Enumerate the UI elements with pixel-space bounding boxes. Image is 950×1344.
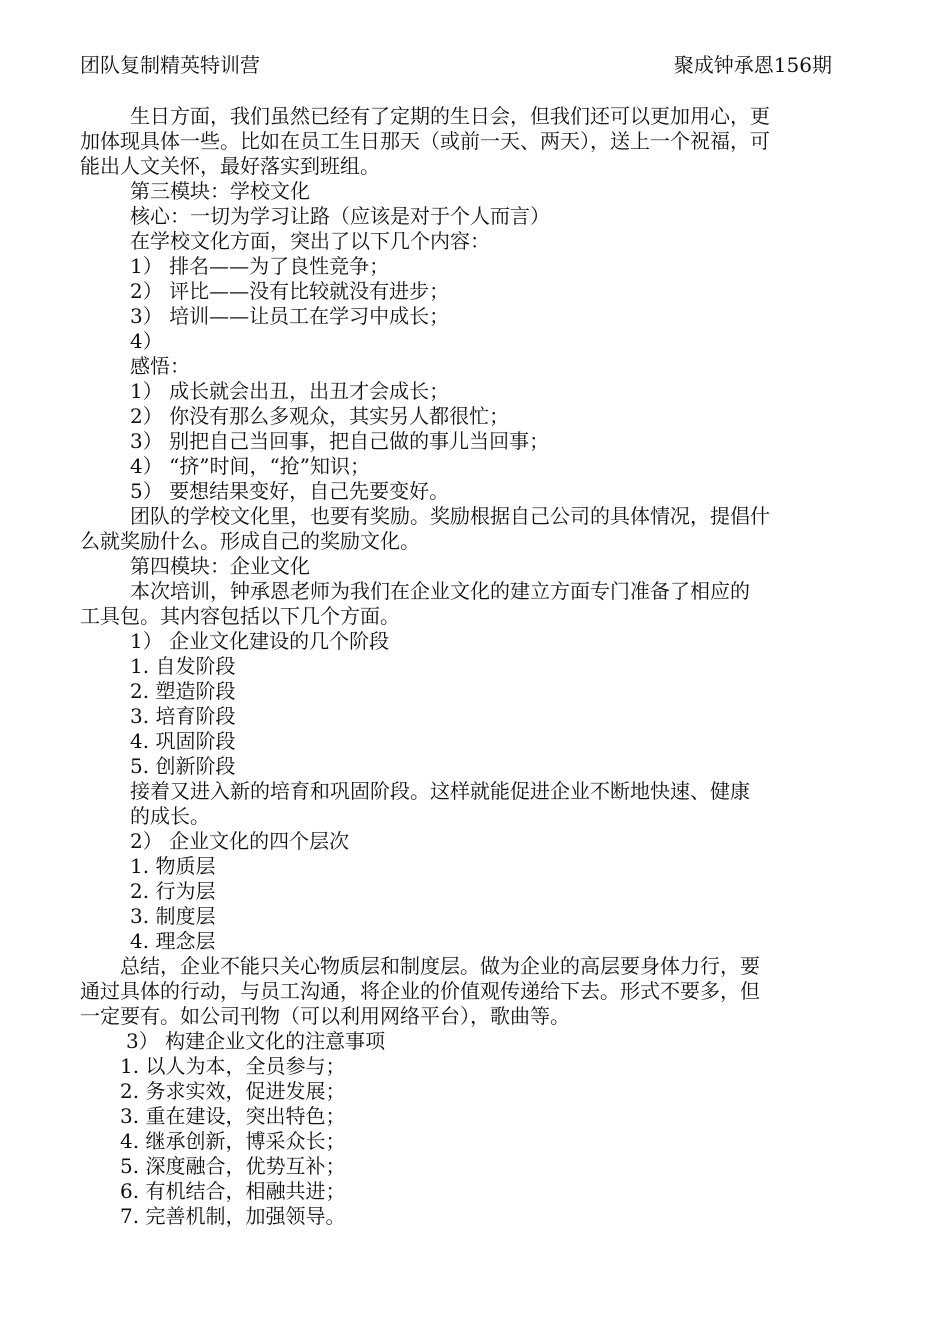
- text-line: 工具包。其内容包括以下几个方面。: [80, 604, 400, 628]
- text-line: 团队的学校文化里，也要有奖励。奖励根据自己公司的具体情况，提倡什: [130, 504, 770, 528]
- text-line: 6. 有机结合，相融共进；: [120, 1179, 346, 1203]
- header-title: 团队复制精英特训营: [80, 53, 260, 77]
- text-line: 3. 培育阶段: [130, 704, 236, 728]
- text-line: 在学校文化方面，突出了以下几个内容：: [130, 229, 490, 253]
- text-line: 1. 以人为本，全员参与；: [120, 1054, 346, 1078]
- text-line: 2） 企业文化的四个层次: [130, 829, 350, 853]
- text-line: 3） 培训——让员工在学习中成长；: [130, 304, 450, 328]
- text-line: 一定要有。如公司刊物（可以利用网络平台），歌曲等。: [80, 1004, 570, 1028]
- text-line: 2） 你没有那么多观众，其实另人都很忙；: [130, 404, 510, 428]
- text-line: 2） 评比——没有比较就没有进步；: [130, 279, 450, 303]
- text-line: 5） 要想结果变好，自己先要变好。: [130, 479, 450, 503]
- text-line: 4. 巩固阶段: [130, 729, 236, 753]
- text-line: 2. 行为层: [130, 879, 216, 903]
- text-line: 4. 理念层: [130, 929, 216, 953]
- text-line: 第三模块：学校文化: [130, 179, 310, 203]
- text-line: 5. 创新阶段: [130, 754, 236, 778]
- text-line: 3） 别把自己当回事，把自己做的事儿当回事；: [130, 429, 550, 453]
- text-line: 核心：一切为学习让路（应该是对于个人而言）: [130, 204, 550, 228]
- text-line: 通过具体的行动，与员工沟通，将企业的价值观传递给下去。形式不要多，但: [80, 979, 760, 1003]
- text-line: 加体现具体一些。比如在员工生日那天（或前一天、两天），送上一个祝福，可: [80, 129, 770, 153]
- text-line: 4）: [130, 329, 163, 353]
- text-line: 第四模块：企业文化: [130, 554, 310, 578]
- text-line: 1） 排名——为了良性竞争；: [130, 254, 390, 278]
- page-header: [80, 50, 832, 80]
- text-line: 1. 自发阶段: [130, 654, 236, 678]
- text-line: 1. 物质层: [130, 854, 216, 878]
- header-course-info: 聚成钟承恩156期: [673, 53, 832, 77]
- text-line: 能出人文关怀，最好落实到班组。: [80, 154, 380, 178]
- text-line: 的成长。: [130, 804, 210, 828]
- text-line: 3. 重在建设，突出特色；: [120, 1104, 346, 1128]
- text-line: 总结，企业不能只关心物质层和制度层。做为企业的高层要身体力行，要: [120, 954, 760, 978]
- text-line: 本次培训，钟承恩老师为我们在企业文化的建立方面专门准备了相应的: [130, 579, 750, 603]
- text-line: 么就奖励什么。形成自己的奖励文化。: [80, 529, 420, 553]
- text-line: 3） 构建企业文化的注意事项: [126, 1029, 386, 1053]
- text-line: 4. 继承创新，博采众长；: [120, 1129, 346, 1153]
- text-line: 4） “挤”时间，“抢”知识；: [130, 454, 370, 478]
- text-line: 感悟：: [130, 354, 190, 378]
- text-line: 2. 务求实效，促进发展；: [120, 1079, 346, 1103]
- text-line: 1） 成长就会出丑，出丑才会成长；: [130, 379, 450, 403]
- text-line: 2. 塑造阶段: [130, 679, 236, 703]
- text-line: 1） 企业文化建设的几个阶段: [130, 629, 390, 653]
- text-line: 7. 完善机制，加强领导。: [120, 1204, 346, 1228]
- text-line: 3. 制度层: [130, 904, 216, 928]
- document-body: [80, 104, 870, 1229]
- text-line: 生日方面，我们虽然已经有了定期的生日会，但我们还可以更加用心，更: [130, 104, 770, 128]
- text-line: 接着又进入新的培育和巩固阶段。这样就能促进企业不断地快速、健康: [130, 779, 750, 803]
- text-line: 5. 深度融合，优势互补；: [120, 1154, 346, 1178]
